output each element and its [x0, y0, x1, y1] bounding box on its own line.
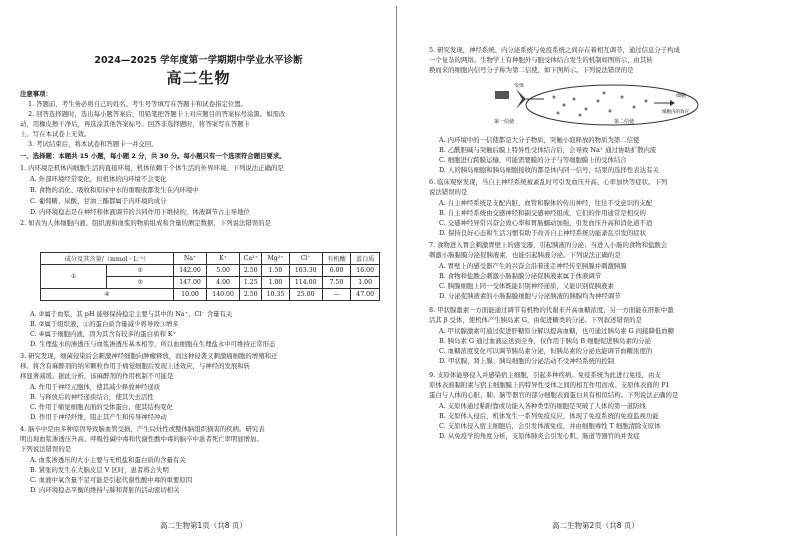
question-line: 7. 食物进入胃会刺激胃壁上的感受器，引起胰液的分泌；当进入小肠的食物和盐酸会 [429, 241, 668, 249]
option-line: B. 胰岛素 G 通过血液运送到全身，仅作用于胰岛 B 细胞促进胰岛素的分泌 [439, 337, 652, 345]
question-line: 9. 支原体能够侵入并感染宿主细胞，引起多种疾病。免疫系统为此进行免疫，由支 [429, 371, 661, 379]
option-line: A. 甲状腺激素可通过促进肝糖原分解以提高血糖，也可通过胰岛素 G 间接降低血糖 [439, 327, 675, 335]
composition-table [40, 252, 380, 301]
first-messenger-label: 第一信使 [494, 119, 515, 125]
table-header-cell: 蛋白质 [351, 253, 380, 265]
table-cell: 4.00 [207, 277, 240, 289]
table-cell: 10.00 [173, 289, 206, 301]
table-cell: 140.00 [207, 289, 240, 301]
table-cell: 5.00 [207, 265, 240, 277]
table-cell: 142.00 [173, 265, 206, 277]
option-line: D. 内环境稳态平衡的维持与肺和肾脏的活动密切相关 [30, 486, 180, 494]
cell-label: 细胞 [676, 93, 687, 99]
notes-title: 注意事项： [20, 90, 52, 98]
question-line: 换而来的细胞内信号分子称为第二信使，如下图所示。下列说法错误的是 [429, 66, 634, 74]
question-line: 1. 内环境是机体内细胞生活的直接环境，机体依赖于个体生活的外界环境。下列说法正确的是 [20, 164, 284, 172]
exam-header: 2024—2025 学年度第一学期期中学业水平诊断 [94, 55, 303, 66]
note-line: 3. 考试结束后，将本试卷和答题卡一并交回。 [28, 140, 158, 148]
option-line: C. 交感神经异常兴奋会致心率和胃肠蠕动加强，引发血压升高和消化道不适 [439, 219, 653, 227]
question-line: 刺激小肠黏膜分泌促胰液素，也能引起胰液分泌。下列说法正确的是 [429, 251, 621, 259]
option-line: A. 血浆渗透压的大小主要与无机盐和蛋白质的含量有关 [30, 456, 186, 464]
cell-membrane [526, 85, 698, 125]
option-line: A. ②属于血浆，其 pH 能够保持稳定主要与其中的 Na⁺、Cl⁻ 含量有关 [30, 310, 233, 318]
table-cell: 1.25 [240, 277, 262, 289]
option-line: D. 人的胰岛细胞和胰岛细胞接收的都是体内同一信号，结果的选择性表达有关 [439, 166, 659, 174]
page-footer: 高二生物第2页（共8 页） [552, 521, 639, 530]
option-line: A. 支原体通过粘附靠或功能入各种类型的细胞是突破了人体的第一道防线 [439, 402, 646, 410]
table-cell: 47.00 [351, 289, 380, 301]
option-line: C. 支原体侵入宿主细胞后，会引发体液免疫，并由细胞毒性 T 细胞清除支原体 [439, 422, 661, 430]
table-cell: ① [41, 265, 107, 289]
question-line: 一个复杂的网络。生物学上有种胞外与胞受体结合发生的机制如图所示，由其转 [429, 56, 653, 64]
table-cell: 1.00 [262, 277, 289, 289]
note-line: 上。写在本试卷上无效。 [20, 130, 91, 138]
note-line: 动，用橡皮擦干净后，再选涂其他答案标号。回答非选择题时，将答案写在答题卡 [20, 120, 251, 128]
table-header-cell: Mg²⁺ [262, 253, 289, 265]
table-cell: 7.50 [322, 277, 351, 289]
question-line: 蛋白与人体的心脏、肺、脑等器官的部分细胞表面蛋白具有相似结构。下列说法正确的是 [429, 391, 679, 399]
page-footer: 高二生物第1页（共8 页） [160, 521, 247, 530]
question-line: 4. 脑卒中是由多种原因导致脑血管受损，产生局灶性或整体脑组织损害的疾病。研究表 [20, 425, 265, 433]
option-line: A. 外部环境经常变化，但机体的内环境不会变化 [30, 175, 167, 183]
table-cell: 103.30 [289, 265, 322, 277]
question-line: 8. 甲状腺激素一方面能通过调节有机物的代谢来升高血糖浓度，另一方面能在肝脏中激 [429, 306, 674, 314]
option-line: B. ②属于组织液，②的蛋白质含量减少将导致③增多 [30, 320, 179, 328]
first-messenger-shape [495, 91, 509, 99]
table-cell: 2.50 [240, 289, 262, 301]
question-line: 3. 研究发现，细菌侵染后会刺激神经细胞向肿瘤释放，而这种侵袭又刺激痛细胞的增殖和迁 [20, 352, 278, 360]
option-line: D. 生理盐水的渗透压与血浆渗透压基本相等，所以血细胞在生理盐水中可维持正常形态 [30, 340, 276, 348]
table-cell: 114.00 [289, 277, 322, 289]
table-cell: 25.00 [289, 289, 322, 301]
option-line: B. 支原体入侵后，机体发生一系列免疫反应，体现了免疫系统的免疫监视功能 [439, 412, 659, 420]
section-title: 一、选择题：本题共 15 小题，每小题 2 分，共 30 分。每小题只有一个选项符合题目要求。 [20, 152, 286, 160]
effect-arrowhead [670, 100, 675, 106]
question-line: 原体表面黏附素与宿主细胞膜上的特异性受体之间的相互作用而成。支原体表面的 P1 [429, 381, 670, 389]
option-line: C. 血糖浓度变化可以调节胰岛素分泌，但胰岛素的分泌也能调节血糖浓度的 [439, 347, 653, 355]
table-header-cell: 成分及其含量/（mmol · L⁻¹） [41, 253, 174, 265]
question-line: 2. 如表为人体细胞内液、组织液和血浆的物质组成和含量的测定数据，下列说法错误的是 [20, 219, 271, 227]
table-cell: ④ [41, 289, 174, 301]
table-header-cell: Na⁺ [173, 253, 206, 265]
table-cell: 1.00 [351, 277, 380, 289]
receptor-shape [516, 89, 526, 109]
option-line: C. 胰腺细胞上同一受体既能识别神经递质，又能识别促胰液素 [439, 282, 614, 290]
note-line: 2. 回答选择题时，选出每小题答案后，用铅笔把答题卡上对应题目的答案标号涂黑。如需改 [28, 110, 286, 118]
table-header-cell: K⁺ [207, 253, 240, 265]
option-line: B. 食物和盐酸会刺激小肠黏膜分泌促胰液素属于体液调节 [439, 272, 602, 280]
option-line: A. 内环境中的一信使都是大分子物质，突触小泡释放的物质为第二信使 [439, 136, 640, 144]
question-line: 下列说法错误的是 [20, 445, 72, 453]
option-line: D. 保持良好心态和生活习惯有助于改善自主神经系统功能紊乱引发的症状 [439, 229, 647, 237]
table-header-cell: Ca²⁺ [240, 253, 262, 265]
receptor-label: 受体 [514, 83, 525, 89]
option-line: D. 从免疫学的角度分析，支原体肺炎会引发心肌、肠道等器官的并发症 [439, 432, 640, 440]
signal-diagram [494, 83, 704, 131]
option-line: D. 作用于神经纤维，阻止其产生和传导神经冲动 [30, 413, 167, 421]
table-cell: 1.50 [262, 265, 289, 277]
table-cell: ② [107, 265, 173, 277]
effect-label: 细胞内的效应 [662, 110, 689, 115]
question-line: 活其 β 受体，使机体产生胰岛素 G，由促进糖类的分泌。下列叙述错误的是 [429, 316, 643, 324]
table-cell: 2.50 [240, 265, 262, 277]
option-line: C. 细胞进行跨膜运输，可能需要膜的分子与等细胞膜上的受体结合 [439, 156, 627, 164]
option-line: A. 自主神经系统是支配内脏、血管和腺体的传出神经，往往不受意识的支配 [439, 199, 653, 207]
right-page [397, 0, 794, 543]
question-line: 5. 研究发现，神经系统、内分泌系统与免疫系统之间存在着相互调节，通过信息分子构成 [429, 46, 680, 54]
table-cell: ③ [107, 277, 173, 289]
option-line: B. 食物的消化、吸收和原尿中水的重吸收都发生在内环境中 [30, 186, 199, 194]
option-line: B. 自主神经系统由交感神经和副交感神经组成，它们的作用通常是相反的 [439, 209, 646, 217]
question-line: 移。将含有麻醉剂的纳米颗粒作用于痛觉细胞后发现上述效应，与神经的发展和转 [20, 362, 251, 370]
option-line: B. 乙酰胆碱与突触后膜上特异性受体结合后，会导致 Na⁺ 通过协助扩散内流 [439, 146, 657, 154]
second-messenger-dots [553, 92, 648, 117]
question-line: 明出现血浆渗透压升高、呼吸性碱中毒和代谢性酸中毒的脑卒中患者死亡率明显增加。 [20, 435, 263, 443]
option-line: D. 内环境稳态是在神经和体液调节的共同作用下维持的，体液调节占主导地位 [30, 208, 250, 216]
subject-title: 高二生物 [166, 69, 231, 87]
table-cell: 147.00 [173, 277, 206, 289]
table-row [41, 289, 380, 301]
table-cell: 16.00 [351, 265, 380, 277]
table-header-cell: Cl⁻ [289, 253, 322, 265]
question-line: 移显著减缓。据此分析，该麻醉剂的作用机制不可能是 [20, 372, 174, 380]
table-header-cell: 有机酸 [322, 253, 351, 265]
option-line: B. 紧张的发生在大脑皮层 V 区时，患者将会失明 [30, 466, 169, 474]
table-row [41, 265, 380, 277]
option-line: D. 分泌促胰液素的小肠黏膜细胞与分泌胰液的胰腺均为神经调节 [439, 292, 621, 300]
second-messenger-label: 第二信使 [614, 119, 635, 125]
option-line: A. 胃壁上的感受器产生的兴奋会沿着迷走神经传至胰腺并刺激胰腺 [439, 262, 627, 270]
question-line: 6. 临床观察发现，当自主神经系统被紊乱时可引发血压升高、心率加快等症状。下列 [429, 178, 668, 186]
option-line: C. 血液中氧含量不足可能是引起代谢性酸中毒的重要原因 [30, 476, 193, 484]
table-cell: — [322, 289, 351, 301]
option-line: D. 甲状腺、肾上腺、胰岛细胞的分泌活动不受神经系统的控制 [439, 357, 615, 365]
table-header-row [41, 253, 380, 265]
option-line: C. ④属于细胞内液，因为其含有较多的蛋白质和 K⁺ [30, 330, 177, 338]
table-cell: 10.35 [262, 289, 289, 301]
option-line: A. 作用于神经元胞体，使其减少释放神经递质 [30, 383, 161, 391]
note-line: 1. 答题前，考生务必将自己的姓名、考生号等填写在答题卡和试卷指定位置。 [28, 100, 248, 108]
option-line: C. 葡萄糖、尿酸、甘油三酯都属于内环境的成分 [30, 197, 167, 205]
question-line: 说法错误的是 [429, 188, 468, 196]
table-cell: 6.00 [322, 265, 351, 277]
option-line: C. 作用于痛觉细胞表面的受体蛋白，使其结构变化 [30, 403, 173, 411]
option-line: B. 与释放后的神经递质结合，使其失去活性 [30, 393, 154, 401]
